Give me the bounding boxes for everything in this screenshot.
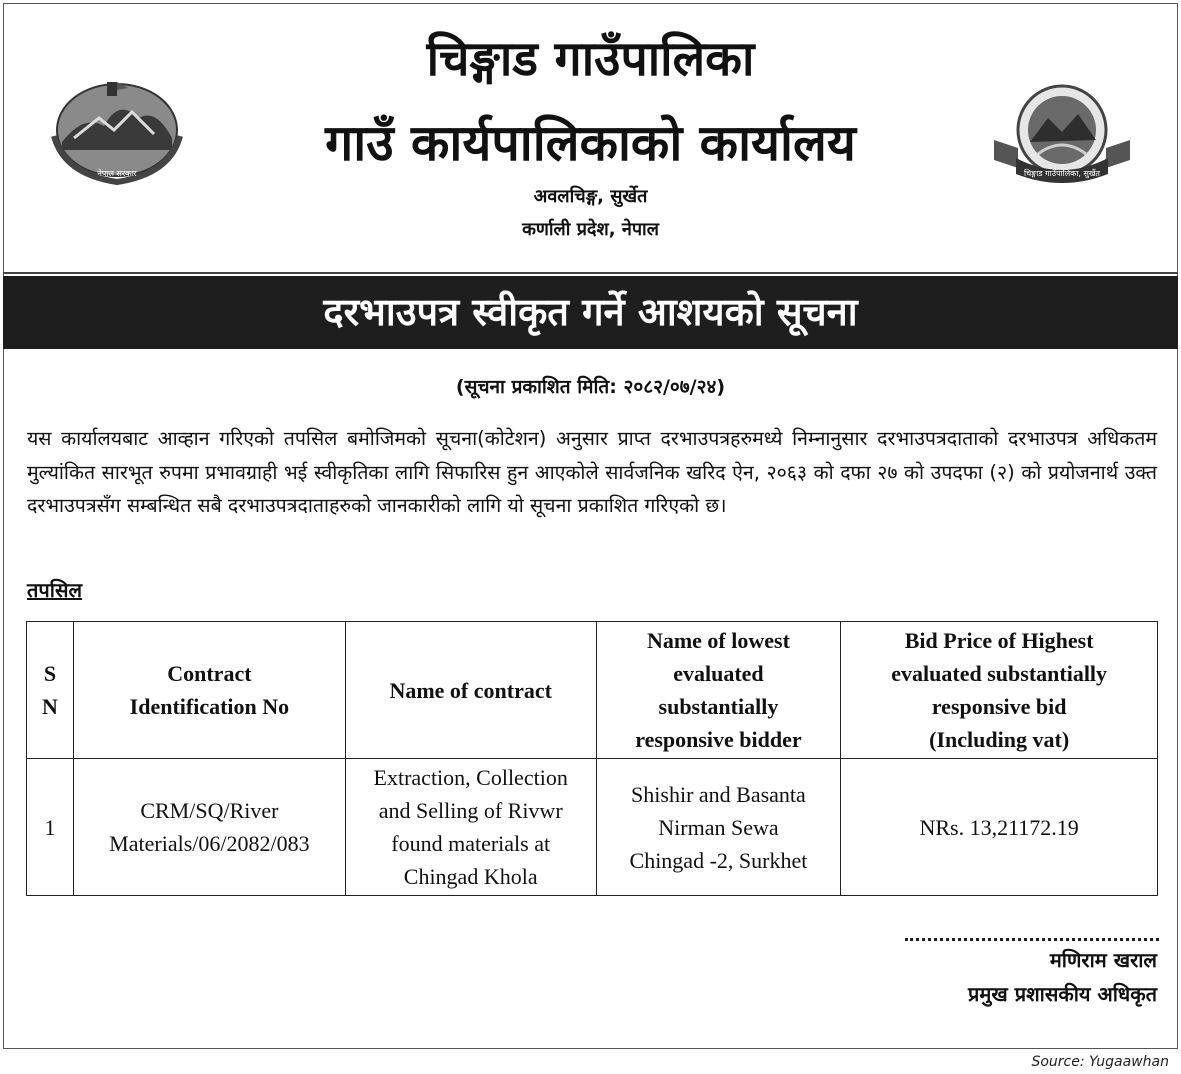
published-date: (सूचना प्रकाशित मिति: २०८२/०७/२४) [455,376,726,398]
address-line-1: अवलचिङ्ग, सुर्खेत [533,186,648,207]
signature-line [905,918,1159,941]
table-header-row [27,622,1158,759]
address-line-2: कर्णाली प्रदेश, नेपाल [522,219,659,240]
nepal-emblem-icon [44,78,190,190]
signatory-name: मणिराम खराल [1049,948,1157,972]
contract-table [26,621,1158,896]
header-contract-name: Name of contract [345,622,596,759]
header-divider [3,272,1178,274]
header-bidder: Name of lowest evaluated substantially responsive bidder [596,622,841,759]
cell-contract-id: CRM/SQ/River Materials/06/2082/083 [73,759,345,896]
signatory-title: प्रमुख प्रशासकीय अधिकृत [968,982,1157,1006]
notice-title-banner: दरभाउपत्र स्वीकृत गर्ने आशयको सूचना [3,276,1178,349]
header-contract-id: Contract Identification No [73,622,345,759]
cell-bidder: Shishir and Basanta Nirman Sewa Chingad -2, Surkhet [596,759,841,896]
left-emblem-caption: नेपाल सरकार [97,169,137,178]
office-name: गाउँ कार्यपालिकाको कार्यालय [325,114,856,172]
cell-contract-name: Extraction, Collection and Selling of Rivwr found materials at Chingad Khola [345,759,596,896]
header-bid-price: Bid Price of Highest evaluated substantially responsive bid (Including vat) [841,622,1158,759]
schedule-label: तपसिल [27,578,83,602]
municipality-name: चिङ्गाड गाउँपालिका [426,31,755,87]
cell-bid-price: NRs. 13,21172.19 [841,759,1158,896]
right-emblem-caption: चिङ्गाड गाउँपालिका, सुर्खेत [1024,169,1100,178]
notice-body: यस कार्यालयबाट आव्हान गरिएको तपसिल बमोजिमको सूचना(कोटेशन) अनुसार प्राप्त दरभाउपत्रहरुमध्ये निम्नानुसार दरभाउपत्रदाताको दरभाउपत्र अधिकतम मुल्यांकित सारभूत रुपमा प्रभावग्राही भई स्वीकृतिका लागि सिफारिस हुन आएकोले सार्वजनिक खरिद ऐन, २०६३ को दफा २७ को उपदफा (२) को प्रयोजनार्थ उक्त दरभाउपत्रसँग सम्बन्धित सबै दरभाउपत्रदाताहरुको जानकारीको लागि यो सूचना प्रकाशित गरिएको छ। [27,427,1157,517]
cell-sn: 1 [27,759,74,896]
municipality-logo-icon [988,78,1136,186]
header-sn: S N [27,622,74,759]
table-row [27,759,1158,896]
source-credit: Source: Yugaawhan [1031,1054,1169,1070]
